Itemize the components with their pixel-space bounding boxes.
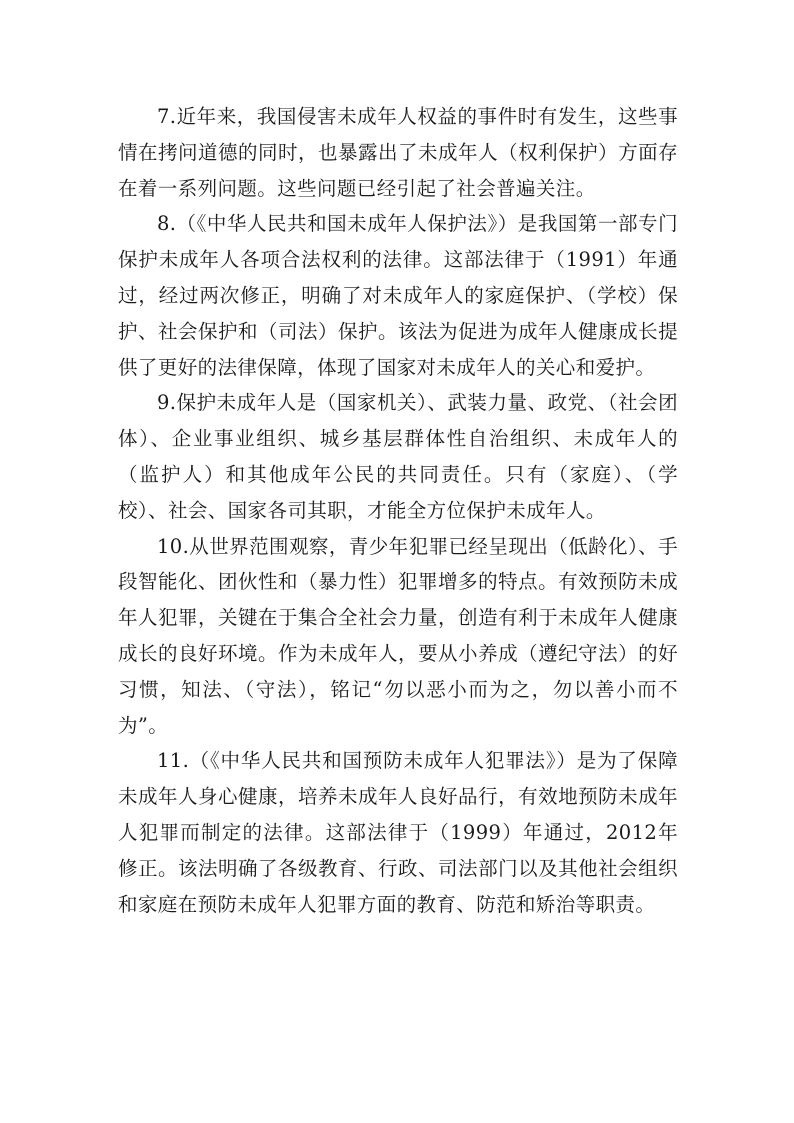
document-body <box>118 99 678 922</box>
paragraph-8: 8.（《中华人民共和国未成年人保护法》）是我国第一部专门保护未成年人各项合法权利的法律。这部法律于（1991）年通过，经过两次修正，明确了对未成年人的家庭保护、（学校）保护、社会保护和（司法）保护。该法为促进为成年人健康成长提供了更好的法律保障，体现了国家对未成年人的关心和爱护。 <box>118 212 678 379</box>
paragraph-7: 7.近年来，我国侵害未成年人权益的事件时有发生，这些事情在拷问道德的同时，也暴露出了未成年人（权利保护）方面存在着一系列问题。这些问题已经引起了社会普遍关注。 <box>118 105 678 200</box>
paragraph-11: 11.（《中华人民共和国预防未成年人犯罪法》）是为了保障未成年人身心健康，培养未成年人良好品行，有效地预防未成年人犯罪而制定的法律。这部法律于（1999）年通过，2012年修正。该法明确了各级教育、行政、司法部门以及其他社会组织和家庭在预防未成年人犯罪方面的教育、防范和矫治等职责。 <box>118 749 678 916</box>
paragraph-9: 9.保护未成年人是（国家机关）、武装力量、政党、（社会团体）、企业事业组织、城乡基层群体性自治组织、未成年人的（监护人）和其他成年公民的共同责任。只有（家庭）、（学校）、社会、国家各司其职，才能全方位保护未成年人。 <box>118 391 678 522</box>
paragraph-10: 10.从世界范围观察，青少年犯罪已经呈现出（低龄化）、手段智能化、团伙性和（暴力性）犯罪增多的特点。有效预防未成年人犯罪，关键在于集合全社会力量，创造有利于未成年人健康成长的良好环境。作为未成年人，要从小养成（遵纪守法）的好习惯，知法、（守法），铭记“勿以恶小而为之，勿以善小而不为”。 <box>118 534 678 737</box>
